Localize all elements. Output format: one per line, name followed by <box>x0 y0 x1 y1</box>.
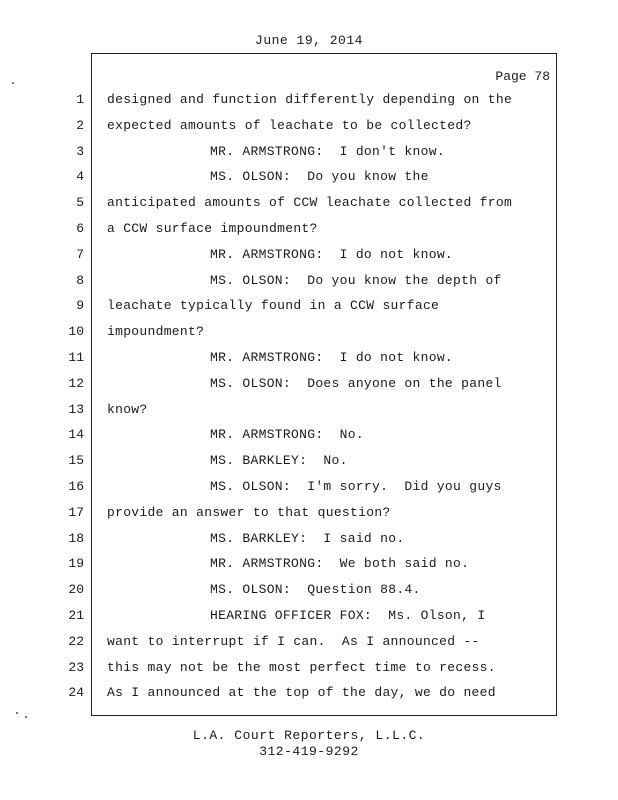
transcript-line: MS. OLSON: Question 88.4. <box>210 582 421 598</box>
transcript-line: want to interrupt if I can. As I announced -- <box>107 633 480 649</box>
line-number: 10 <box>68 324 84 340</box>
line-number: 9 <box>76 298 84 314</box>
transcript-line: MR. ARMSTRONG: I do not know. <box>210 350 454 365</box>
line-number: 7 <box>76 246 84 262</box>
line-number: 8 <box>76 272 84 288</box>
transcript-line: a CCW surface impoundment? <box>107 221 318 236</box>
line-number: 21 <box>68 608 84 623</box>
footer-company: L.A. Court Reporters, L.L.C. <box>192 728 426 743</box>
transcript-line: designed and function differently depending on the <box>107 92 513 107</box>
transcript-line: HEARING OFFICER FOX: Ms. Olson, I <box>210 608 486 623</box>
transcript-line: provide an answer to that question? <box>107 504 391 520</box>
transcript-line: MS. OLSON: Does anyone on the panel <box>210 375 502 391</box>
line-number: 13 <box>68 401 84 417</box>
transcript-line: MS. BARKLEY: No. <box>210 453 348 469</box>
transcript-line: this may not be the most perfect time to recess. <box>107 659 496 675</box>
line-number: 22 <box>68 633 84 649</box>
transcript-line: MR. ARMSTRONG: We both said no. <box>210 556 470 572</box>
line-number: 18 <box>68 530 84 546</box>
line-number: 6 <box>76 221 84 236</box>
transcript-line: MS. OLSON: I'm sorry. Did you guys <box>210 479 502 494</box>
transcript-line: know? <box>107 401 148 417</box>
scan-speck <box>12 82 14 84</box>
line-number: 16 <box>68 479 84 494</box>
transcript-line: MR. ARMSTRONG: No. <box>210 427 364 443</box>
line-number: 17 <box>68 504 84 520</box>
page-number: Page 78 <box>495 69 550 84</box>
transcript-line: expected amounts of leachate to be collected? <box>107 117 472 133</box>
line-number: 15 <box>68 453 84 469</box>
transcript-line: leachate typically found in a CCW surface <box>107 298 440 314</box>
line-number: 4 <box>76 169 84 185</box>
transcript-line: As I announced at the top of the day, we do need <box>107 685 496 701</box>
footer-phone: 312-419-9292 <box>259 744 359 759</box>
transcript-line: MR. ARMSTRONG: I do not know. <box>210 246 454 262</box>
transcript-line: impoundment? <box>107 324 205 340</box>
line-number: 19 <box>68 556 84 572</box>
header-date: June 19, 2014 <box>255 33 363 48</box>
line-number: 20 <box>68 582 84 598</box>
line-number: 23 <box>68 659 84 675</box>
transcript-line: anticipated amounts of CCW leachate collected from <box>107 195 513 211</box>
line-number: 11 <box>68 350 84 365</box>
scan-speck <box>25 716 27 718</box>
scan-speck <box>16 712 18 714</box>
line-number: 5 <box>76 195 84 211</box>
line-number: 24 <box>68 685 84 701</box>
line-number: 3 <box>76 143 84 159</box>
transcript-line: MS. OLSON: Do you know the <box>210 169 429 185</box>
line-number: 12 <box>68 375 84 391</box>
transcript-line: MS. OLSON: Do you know the depth of <box>210 272 502 288</box>
line-number: 1 <box>76 92 84 107</box>
transcript-line: MS. BARKLEY: I said no. <box>210 530 405 546</box>
line-number: 14 <box>68 427 84 443</box>
line-number: 2 <box>76 117 84 133</box>
transcript-line: MR. ARMSTRONG: I don't know. <box>210 143 445 159</box>
